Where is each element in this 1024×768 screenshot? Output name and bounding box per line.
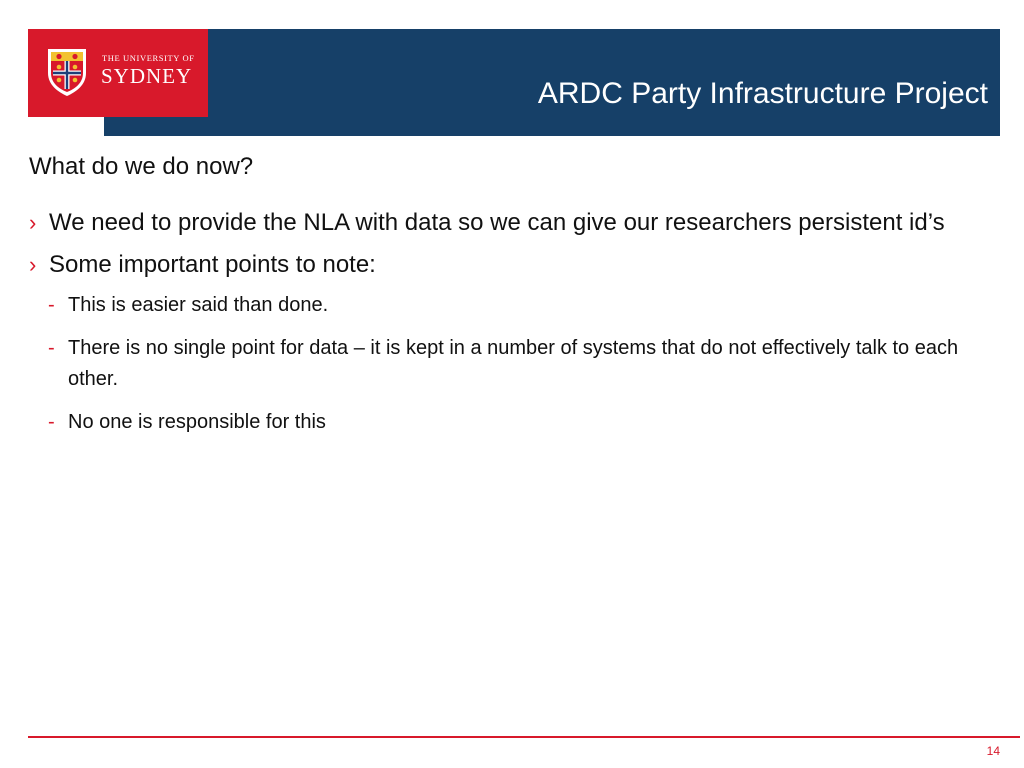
chevron-bullet-icon: › bbox=[29, 252, 37, 277]
dash-bullet-icon: - bbox=[48, 411, 55, 433]
sub-bullet-text: No one is responsible for this bbox=[68, 411, 326, 433]
page-number: 14 bbox=[986, 744, 1000, 758]
bullet-item bbox=[29, 248, 989, 282]
sub-bullet-item bbox=[29, 407, 989, 438]
bullet-text: We need to provide the NLA with data so we can give our researchers persistent id’s bbox=[49, 209, 945, 236]
footer-divider bbox=[28, 736, 1020, 738]
university-crest-icon bbox=[46, 47, 88, 97]
dash-bullet-icon: - bbox=[48, 337, 55, 359]
bullet-text: Some important points to note: bbox=[49, 251, 376, 278]
sub-bullet-text: There is no single point for data – it is kept in a number of systems that do not effectively talk to each other. bbox=[68, 337, 959, 390]
sub-bullet-item bbox=[29, 290, 989, 321]
sub-bullet-item bbox=[29, 333, 989, 395]
slide-title: ARDC Party Infrastructure Project bbox=[537, 77, 988, 110]
slide-subtitle: What do we do now? bbox=[29, 153, 254, 180]
dash-bullet-icon: - bbox=[48, 294, 55, 316]
logo-university-line: THE UNIVERSITY OF bbox=[102, 53, 195, 63]
chevron-bullet-icon: › bbox=[29, 210, 37, 235]
title-bar bbox=[104, 29, 1000, 136]
logo-sydney-line: SYDNEY bbox=[101, 64, 193, 88]
bullet-item bbox=[29, 206, 989, 240]
university-logo bbox=[28, 29, 208, 117]
sub-bullet-text: This is easier said than done. bbox=[68, 294, 329, 316]
bullet-list bbox=[29, 206, 989, 450]
